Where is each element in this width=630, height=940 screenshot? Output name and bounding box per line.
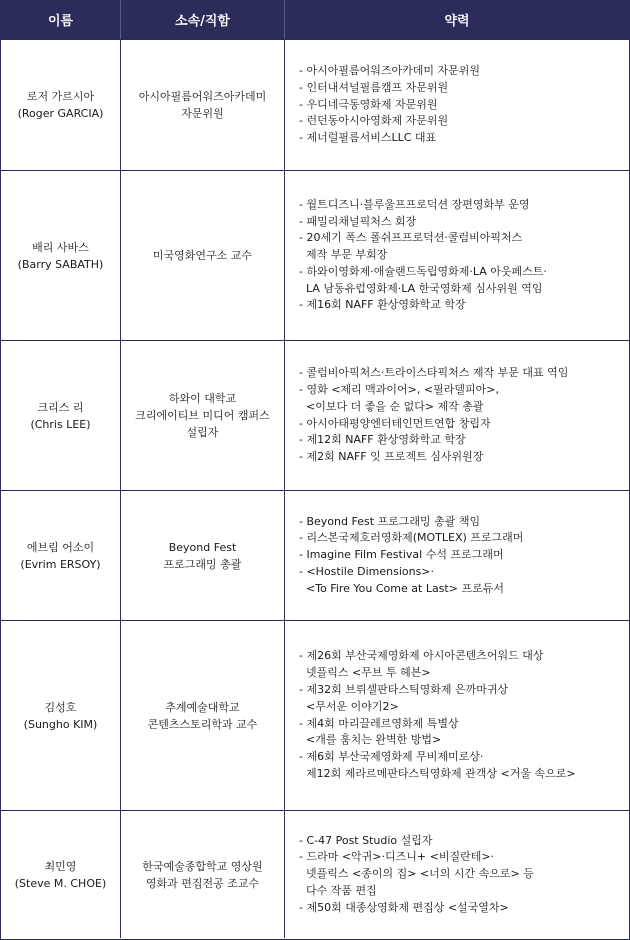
name-korean: 크리스 리 bbox=[37, 400, 84, 414]
career-item: - 인터내셔널필름캠프 자문위원 bbox=[299, 80, 449, 94]
career-cell bbox=[284, 621, 629, 810]
career-item: <무서운 이야기2> bbox=[306, 699, 399, 713]
affiliation-line: 아시아필름어워즈아카데미 bbox=[138, 90, 267, 103]
career-list bbox=[299, 197, 547, 315]
career-item: 넷플릭스 <무브 투 헤븐> bbox=[306, 666, 431, 680]
affiliation-line: 영화과 편집전공 조교수 bbox=[145, 876, 260, 890]
career-cell bbox=[284, 491, 629, 620]
affiliation-line: 추계예술대학교 bbox=[165, 700, 240, 714]
name-english: (Barry SABATH) bbox=[17, 257, 104, 271]
career-item: - 하와이영화제·애슐랜드독립영화제·LA 아웃페스트· bbox=[299, 264, 547, 278]
career-item: - Beyond Fest 프로그래밍 총괄 책임 bbox=[299, 514, 481, 528]
career-item: - 제4회 마리끌레르영화제 특별상 bbox=[299, 716, 459, 730]
name-english: (Steve M. CHOE) bbox=[14, 876, 107, 890]
career-list bbox=[299, 63, 480, 147]
header-career: 약력 bbox=[284, 0, 629, 39]
career-item: - 제50회 대종상영화제 편집상 <설국열차> bbox=[299, 900, 509, 914]
career-item: - <Hostile Dimensions>· bbox=[299, 564, 435, 578]
name-korean: 에브림 어소이 bbox=[26, 540, 95, 554]
career-item: <이보다 더 좋을 순 없다> 제작 총괄 bbox=[306, 399, 484, 413]
header-name: 이름 bbox=[47, 14, 74, 29]
career-item: - 우디네극동영화제 자문위원 bbox=[299, 97, 438, 111]
affiliation-cell bbox=[120, 40, 284, 170]
career-item: - 아시아필름어워즈아카데미 자문위원 bbox=[299, 64, 480, 77]
name-korean: 로저 가르시아 bbox=[26, 90, 95, 103]
career-item: - 런던동아시아영화제 자문위원 bbox=[299, 114, 449, 128]
career-item: LA 남동유럽영화제·LA 한국영화제 심사위원 역임 bbox=[306, 281, 543, 295]
affiliation-line: 하와이 대학교 bbox=[168, 392, 237, 405]
header-affiliation: 소속/직함 bbox=[120, 0, 284, 39]
career-item: - 드라마 <악귀>·디즈니+ <비질란테>· bbox=[299, 850, 495, 864]
career-item: - 리스본국제호러영화제(MOTLEX) 프로그래머 bbox=[299, 531, 524, 545]
name-cell bbox=[1, 341, 120, 490]
affiliation-line: 설립자 bbox=[186, 426, 219, 439]
affiliation-line: 콘텐츠스토리학과 교수 bbox=[147, 717, 258, 731]
affiliation-line: 미국영화연구소 교수 bbox=[152, 249, 253, 262]
career-item: - Imagine Film Festival 수석 프로그래머 bbox=[299, 548, 504, 562]
name-cell bbox=[1, 811, 120, 938]
table-header bbox=[1, 0, 629, 39]
career-item: - 제너럴필름서비스LLC 대표 bbox=[299, 131, 437, 145]
career-item: - 제16회 NAFF 환상영화학교 학장 bbox=[299, 298, 466, 312]
career-item: - C-47 Post Studio 설립자 bbox=[299, 833, 433, 847]
career-item: - 콜럼비아픽처스·트라이스타픽처스 제작 부문 대표 역임 bbox=[299, 366, 569, 380]
affiliation-line: 자문위원 bbox=[181, 107, 224, 120]
career-item: - 제2회 NAFF 잇 프로젝트 심사위원장 bbox=[299, 450, 484, 464]
career-item: - 20세기 폭스 폴쉬프프로덕션·콜럼비아픽처스 bbox=[299, 231, 523, 245]
affiliation-line: Beyond Fest bbox=[168, 540, 237, 554]
affiliation-cell bbox=[120, 341, 284, 490]
career-item: - 패밀리채널픽처스 회장 bbox=[299, 214, 417, 228]
affiliation-cell bbox=[120, 811, 284, 938]
affiliation-line: 프로그래밍 총괄 bbox=[163, 557, 242, 571]
career-list bbox=[299, 514, 523, 598]
career-list bbox=[299, 648, 576, 782]
career-cell bbox=[284, 40, 629, 170]
affiliation-cell bbox=[120, 491, 284, 620]
career-item: 제작 부문 부회장 bbox=[306, 248, 388, 262]
name-english: (Chris LEE) bbox=[30, 417, 91, 431]
name-korean: 김성호 bbox=[44, 700, 77, 714]
name-cell bbox=[1, 40, 120, 170]
name-english: (Evrim ERSOY) bbox=[20, 557, 101, 571]
table-row bbox=[1, 490, 629, 620]
table-row bbox=[1, 340, 629, 490]
name-korean: 배리 사바스 bbox=[32, 240, 89, 254]
name-english: (Roger GARCIA) bbox=[17, 107, 104, 120]
name-english: (Sungho KIM) bbox=[23, 717, 98, 731]
career-item: - 제12회 NAFF 환상영화학교 학장 bbox=[299, 433, 466, 447]
career-cell bbox=[284, 171, 629, 340]
career-item: - 영화 <제리 맥과이어>, <필라델피아>, bbox=[299, 382, 499, 396]
career-item: <To Fire You Come at Last> 프로듀서 bbox=[306, 581, 504, 595]
career-item: 제12회 제라르메판타스틱영화제 관객상 <거울 속으로> bbox=[306, 766, 576, 780]
career-item: - 아시아태평양엔터테인먼트연합 창립자 bbox=[299, 416, 491, 430]
affiliation-line: 크리에이티브 미디어 캠퍼스 bbox=[135, 409, 270, 422]
affiliation-cell bbox=[120, 621, 284, 810]
career-cell bbox=[284, 811, 629, 938]
table-body bbox=[1, 39, 629, 938]
name-cell bbox=[1, 491, 120, 620]
career-item: 다수 작품 편집 bbox=[306, 883, 377, 897]
name-cell bbox=[1, 171, 120, 340]
table-row bbox=[1, 620, 629, 810]
career-item: 넷플릭스 <종이의 집> <너의 시간 속으로> 등 bbox=[306, 867, 534, 881]
affiliation-cell bbox=[120, 171, 284, 340]
table-row bbox=[1, 810, 629, 938]
career-list bbox=[299, 365, 568, 466]
affiliation-line: 한국예술종합학교 영상원 bbox=[142, 859, 263, 873]
table-row bbox=[1, 170, 629, 340]
name-cell bbox=[1, 621, 120, 810]
career-item: - 제6회 부산국제영화제 무비제미로상· bbox=[299, 750, 484, 764]
career-item: <개를 훔치는 완벽한 방법> bbox=[306, 733, 442, 747]
career-item: - 제32회 브뤼셀판타스틱영화제 은까마귀상 bbox=[299, 682, 509, 696]
table-row bbox=[1, 39, 629, 170]
career-item: - 제26회 부산국제영화제 아시아콘텐츠어워드 대상 bbox=[299, 649, 544, 663]
career-item: - 월트디즈니·블루울프프로덕션 장편영화부 운영 bbox=[299, 197, 530, 211]
career-cell bbox=[284, 341, 629, 490]
career-list bbox=[299, 833, 534, 917]
name-korean: 최민영 bbox=[44, 859, 77, 873]
